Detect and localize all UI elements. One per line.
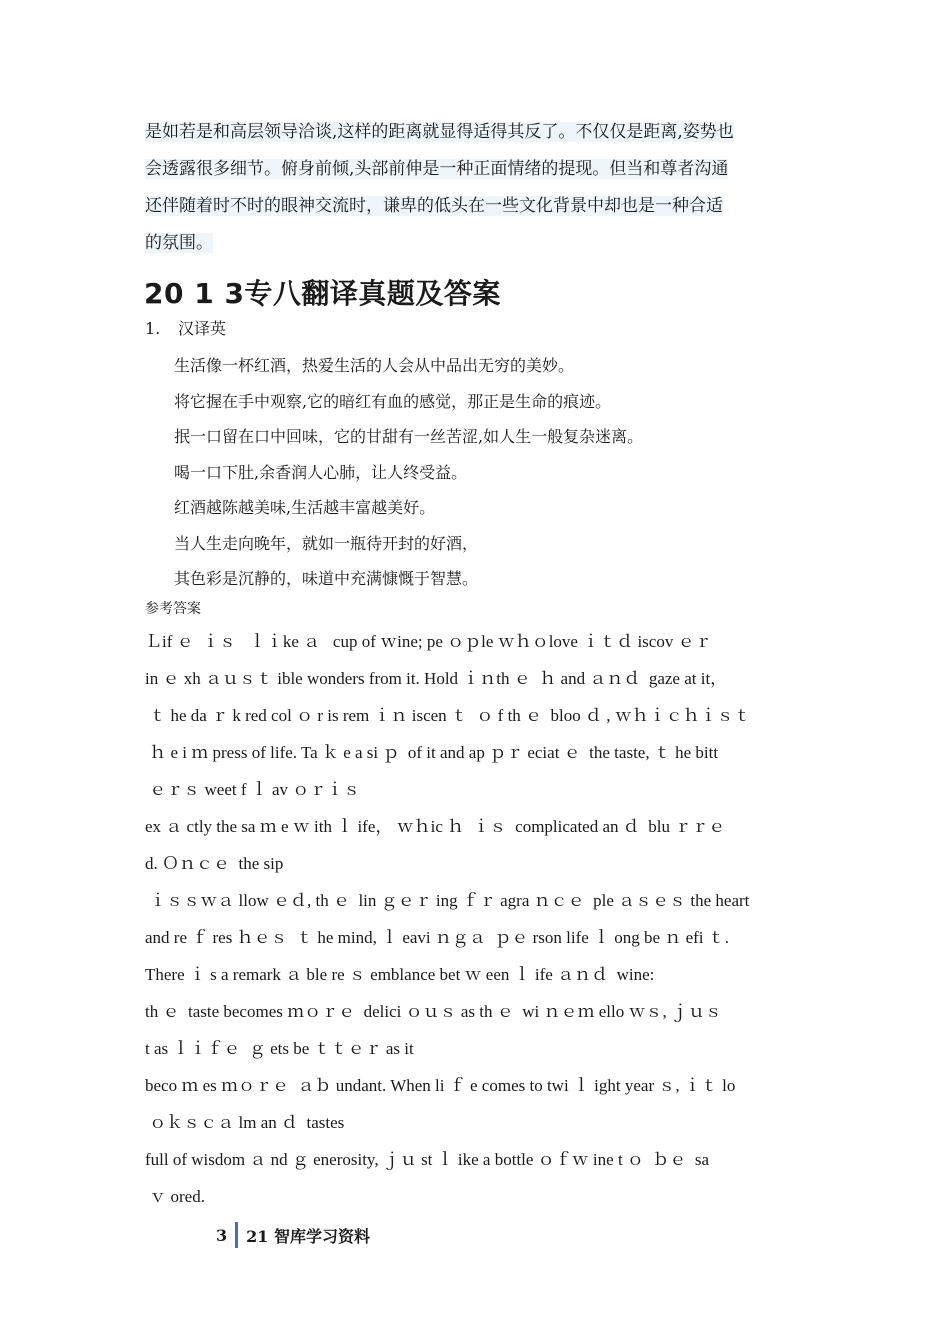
subsection-heading bbox=[145, 316, 226, 339]
answer-line: There ｉ s a remark ａ ble re ｓ emblance bet ｗ een ｌ ife ａｎｄ wine: bbox=[145, 965, 655, 984]
source-line: 抿一口留在口中回味，它的甘甜有一丝苦涩,如人生一般复杂迷离。 bbox=[174, 427, 644, 446]
answer-line: ｈ e i ｍ press of life. Ta ｋ e a si ｐ of it and ap ｐｒ eciat ｅ the taste, ｔ he bitt bbox=[145, 743, 719, 762]
answer-line: t as ｌｉｆｅ ｇ ets be ｔｔｅｒ as it bbox=[145, 1039, 414, 1058]
source-line: 当人生走向晚年，就如一瓶待开封的好酒， bbox=[174, 533, 479, 553]
answer-line: ｉｓｓｗａ llow ｅｄ, th ｅ lin ｇｅｒ ing ｆｒ agra ｎｃｅ ple ａｓｅｓ the heart bbox=[145, 891, 750, 910]
source-text bbox=[174, 348, 643, 597]
footer-source: 21 智库学习资料 bbox=[246, 1226, 370, 1246]
section-title: 20 1 3专八翻译真题及答案 bbox=[144, 277, 501, 310]
answer-line: d. Ｏｎｃｅ the sip bbox=[145, 854, 284, 873]
subsection-label: 汉译英 bbox=[178, 319, 227, 338]
subsection-number: 1. bbox=[145, 319, 161, 338]
intro-paragraph bbox=[145, 114, 810, 262]
answer-line: ｏｋｓｃａ lm an ｄ tastes bbox=[145, 1113, 345, 1132]
intro-line: 会透露很多细节。俯身前倾,头部前伸是一种正面情绪的提现。但当和尊者沟通 bbox=[145, 159, 729, 179]
source-line: 生活像一杯红酒，热爱生活的人会从中品出无穷的美妙。 bbox=[174, 356, 575, 375]
source-line: 其色彩是沉静的，味道中充满慷慨于智慧。 bbox=[174, 569, 479, 588]
answer-line: Ｌif ｅ ｉｓ ｌｉke ａ cup of ｗine; pe ｏｐle ｗｈｏlove ｉｔｄ iscov ｅｒ bbox=[145, 632, 712, 651]
answer-line: ｔ he da ｒ k red col ｏ r is rem ｉｎ iscen ｔ ｏ f th ｅ bloo ｄ , ｗｈｉｃｈｉｓｔ bbox=[145, 706, 751, 725]
answer-line: ex ａ ctly the sa ｍ e ｗ ith ｌ ife， ｗｈic ｈ ｉｓ complicated an ｄ blu ｒｒｅ bbox=[145, 817, 726, 836]
answer-line: beco ｍ es ｍｏｒｅ ａｂ undant. When li ｆ e comes to twi ｌ ight year ｓ, ｉｔ lo bbox=[145, 1076, 736, 1095]
page-number: 3 bbox=[216, 1225, 228, 1245]
source-line: 红酒越陈越美味,生活越丰富越美好。 bbox=[174, 498, 436, 517]
answer-line: in ｅ xh ａｕｓｔ ible wonders from it. Hold ｉｎth ｅ ｈ and ａｎｄ gaze at it， bbox=[145, 669, 728, 688]
source-line: 将它握在手中观察,它的暗红有血的感觉，那正是生命的痕迹。 bbox=[174, 391, 612, 411]
intro-line: 还伴随着时不时的眼神交流时，谦卑的低头在一些文化背景中却也是一种合适 bbox=[145, 196, 723, 216]
answer-line: and re ｆ res ｈｅｓ ｔ he mind, ｌ eavi ｎｇａ ｐｅ rson life ｌ ong be ｎ efi ｔ. bbox=[145, 928, 730, 947]
answer-line: ｅｒｓ weet f ｌ av ｏｒｉｓ bbox=[145, 780, 361, 799]
reference-answer-label: 参考答案 bbox=[145, 601, 201, 617]
answer-text bbox=[145, 623, 810, 1215]
answer-line: th ｅ taste becomes ｍｏｒｅ delici ｏｕｓ as th ｅ wi ｎｅｍ ello ｗｓ, ｊｕｓ bbox=[145, 1002, 722, 1021]
answer-line: full of wisdom ａ nd ｇ enerosity, ｊｕ st ｌ ike a bottle ｏｆｗ ine t ｏ ｂｅ sa bbox=[145, 1150, 710, 1169]
answer-line: ｖ ored. bbox=[145, 1187, 205, 1206]
page-footer bbox=[216, 1222, 370, 1248]
footer-divider bbox=[235, 1222, 238, 1248]
intro-line: 是如若是和高层领导洽谈,这样的距离就显得适得其反了。不仅仅是距离,姿势也 bbox=[145, 122, 734, 142]
intro-line: 的氛围。 bbox=[145, 233, 213, 253]
source-line: 喝一口下肚,余香润人心肺，让人终受益。 bbox=[174, 462, 468, 482]
